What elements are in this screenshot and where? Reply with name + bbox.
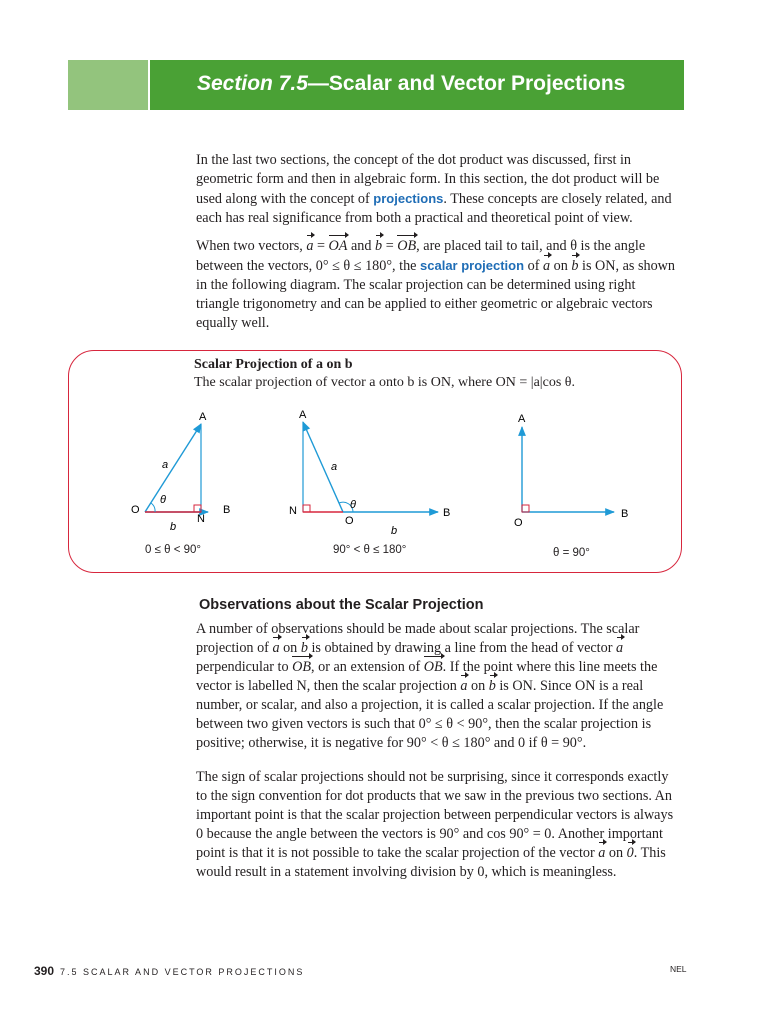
box-heading-text: Scalar Projection of a on b bbox=[194, 357, 353, 372]
text-run: A number of observations should be made about scalar projections. The scalar projection of bbox=[196, 621, 640, 656]
vector-a-line bbox=[145, 424, 201, 512]
label-A: A bbox=[299, 409, 307, 421]
label-A: A bbox=[199, 411, 207, 423]
text-run: , or an extension of bbox=[311, 659, 424, 675]
label-a: a bbox=[162, 459, 169, 471]
keyword-scalar-projection: scalar projection bbox=[420, 258, 525, 273]
caption-obtuse: 90° < θ ≤ 180° bbox=[333, 544, 407, 556]
vector-OB: OB bbox=[397, 238, 417, 254]
text-run: on bbox=[467, 678, 489, 694]
text-run: perpendicular to bbox=[196, 659, 293, 675]
text-run: on bbox=[605, 845, 627, 861]
text-run: The sign of scalar projections should not be surprising, since it corresponds exactly to the sign convention for dot products that we saw in the previous two sections. An important point is that the scalar projection between perpendicular vectors is always 0 because the angle between the vectors is 90° and cos 90° = 0. Another important point is that it is not possible to take the scalar projection of the vector bbox=[196, 769, 674, 861]
vector-a: a bbox=[460, 678, 468, 694]
vector-b: b bbox=[375, 238, 383, 254]
page-footer bbox=[34, 962, 304, 980]
publisher-mark: NEL bbox=[670, 964, 687, 974]
diagram-right bbox=[514, 413, 628, 529]
vector-b: b bbox=[571, 258, 579, 274]
label-theta: θ bbox=[350, 499, 356, 511]
page-number: 390 bbox=[34, 964, 55, 978]
label-b: b bbox=[391, 525, 398, 537]
label-N: N bbox=[289, 505, 297, 517]
label-O: O bbox=[514, 517, 523, 529]
label-B: B bbox=[443, 507, 451, 519]
observations-paragraph-2 bbox=[196, 768, 676, 882]
vector-OB: OB bbox=[292, 659, 312, 675]
vector-a: a bbox=[598, 845, 606, 861]
right-angle-marker bbox=[194, 505, 201, 512]
section-title-text: —Scalar and Vector Projections bbox=[307, 72, 626, 95]
observations-paragraph-1 bbox=[196, 620, 676, 753]
vector-a: a bbox=[272, 640, 280, 656]
label-a: a bbox=[331, 461, 338, 473]
vector-b: b bbox=[488, 678, 496, 694]
section-number: Section 7.5 bbox=[197, 72, 308, 95]
text-run: = bbox=[382, 238, 398, 254]
zero-vector: 0 bbox=[626, 845, 634, 861]
right-angle-marker bbox=[303, 505, 310, 512]
text-run: When two vectors, bbox=[196, 238, 307, 254]
label-O: O bbox=[345, 515, 354, 527]
running-head: 7.5 SCALAR AND VECTOR PROJECTIONS bbox=[60, 967, 305, 977]
text-run: . This would result in a statement involving division by 0, which is meaningless. bbox=[196, 845, 666, 880]
keyword-projections: projections bbox=[373, 191, 444, 206]
text-run: = bbox=[313, 238, 329, 254]
text-run: , are placed tail to tail, and θ is the angle between the vectors, 0° ≤ θ ≤ 180°, the bbox=[196, 238, 646, 274]
text-run: . If the point where this line meets the vector is labelled N, then the scalar projection bbox=[196, 659, 658, 694]
text-run: of bbox=[524, 258, 543, 274]
vector-a: a bbox=[616, 640, 624, 656]
label-b: b bbox=[170, 521, 177, 533]
label-A: A bbox=[518, 413, 526, 425]
caption-acute: 0 ≤ θ < 90° bbox=[145, 544, 201, 556]
label-O: O bbox=[131, 504, 140, 516]
label-theta: θ bbox=[160, 494, 166, 506]
label-N: N bbox=[197, 513, 205, 525]
observations-heading: Observations about the Scalar Projection bbox=[199, 597, 484, 613]
diagram-acute bbox=[131, 411, 230, 533]
label-B: B bbox=[223, 504, 231, 516]
vector-OA: OA bbox=[328, 238, 348, 254]
text-run: on bbox=[279, 640, 301, 656]
text-run: In the last two sections, the concept of the dot product was discussed, first in geometric form and then in algebraic form. In this section, the dot product will be used along with the concept of bbox=[196, 152, 660, 207]
text-run: . These concepts are closely related, and each has real significance from both a practical and theoretical point of view. bbox=[196, 191, 672, 226]
vector-OB: OB bbox=[423, 659, 443, 675]
label-B: B bbox=[621, 508, 629, 520]
text-run: is ON, as shown in the following diagram. The scalar projection can be determined using right triangle trigonometry and can be applied to either geometric or algebraic vectors equally well. bbox=[196, 258, 676, 331]
diagram-obtuse bbox=[289, 409, 450, 537]
right-angle-marker bbox=[522, 505, 529, 512]
text-run: is obtained by drawing a line from the head of vector bbox=[307, 640, 616, 656]
box-definition-text: The scalar projection of vector a onto b is ON, where ON = |a|cos θ. bbox=[194, 375, 575, 390]
caption-right: θ = 90° bbox=[553, 547, 590, 559]
text-run: on bbox=[550, 258, 572, 274]
vector-a: a bbox=[542, 258, 551, 274]
vector-a: a bbox=[306, 238, 314, 254]
text-run: and bbox=[347, 238, 376, 254]
angle-arc bbox=[151, 503, 155, 512]
vector-b: b bbox=[300, 640, 308, 656]
text-run: is ON. Since ON is a real number, or scalar, and also a projection, it is called a scalar projection. If the angle between two given vectors is such that 0° ≤ θ < 90°, then the scalar projection is positive; otherwise, it is negative for 90° < θ ≤ 180° and 0 if θ = 90°. bbox=[196, 678, 664, 751]
